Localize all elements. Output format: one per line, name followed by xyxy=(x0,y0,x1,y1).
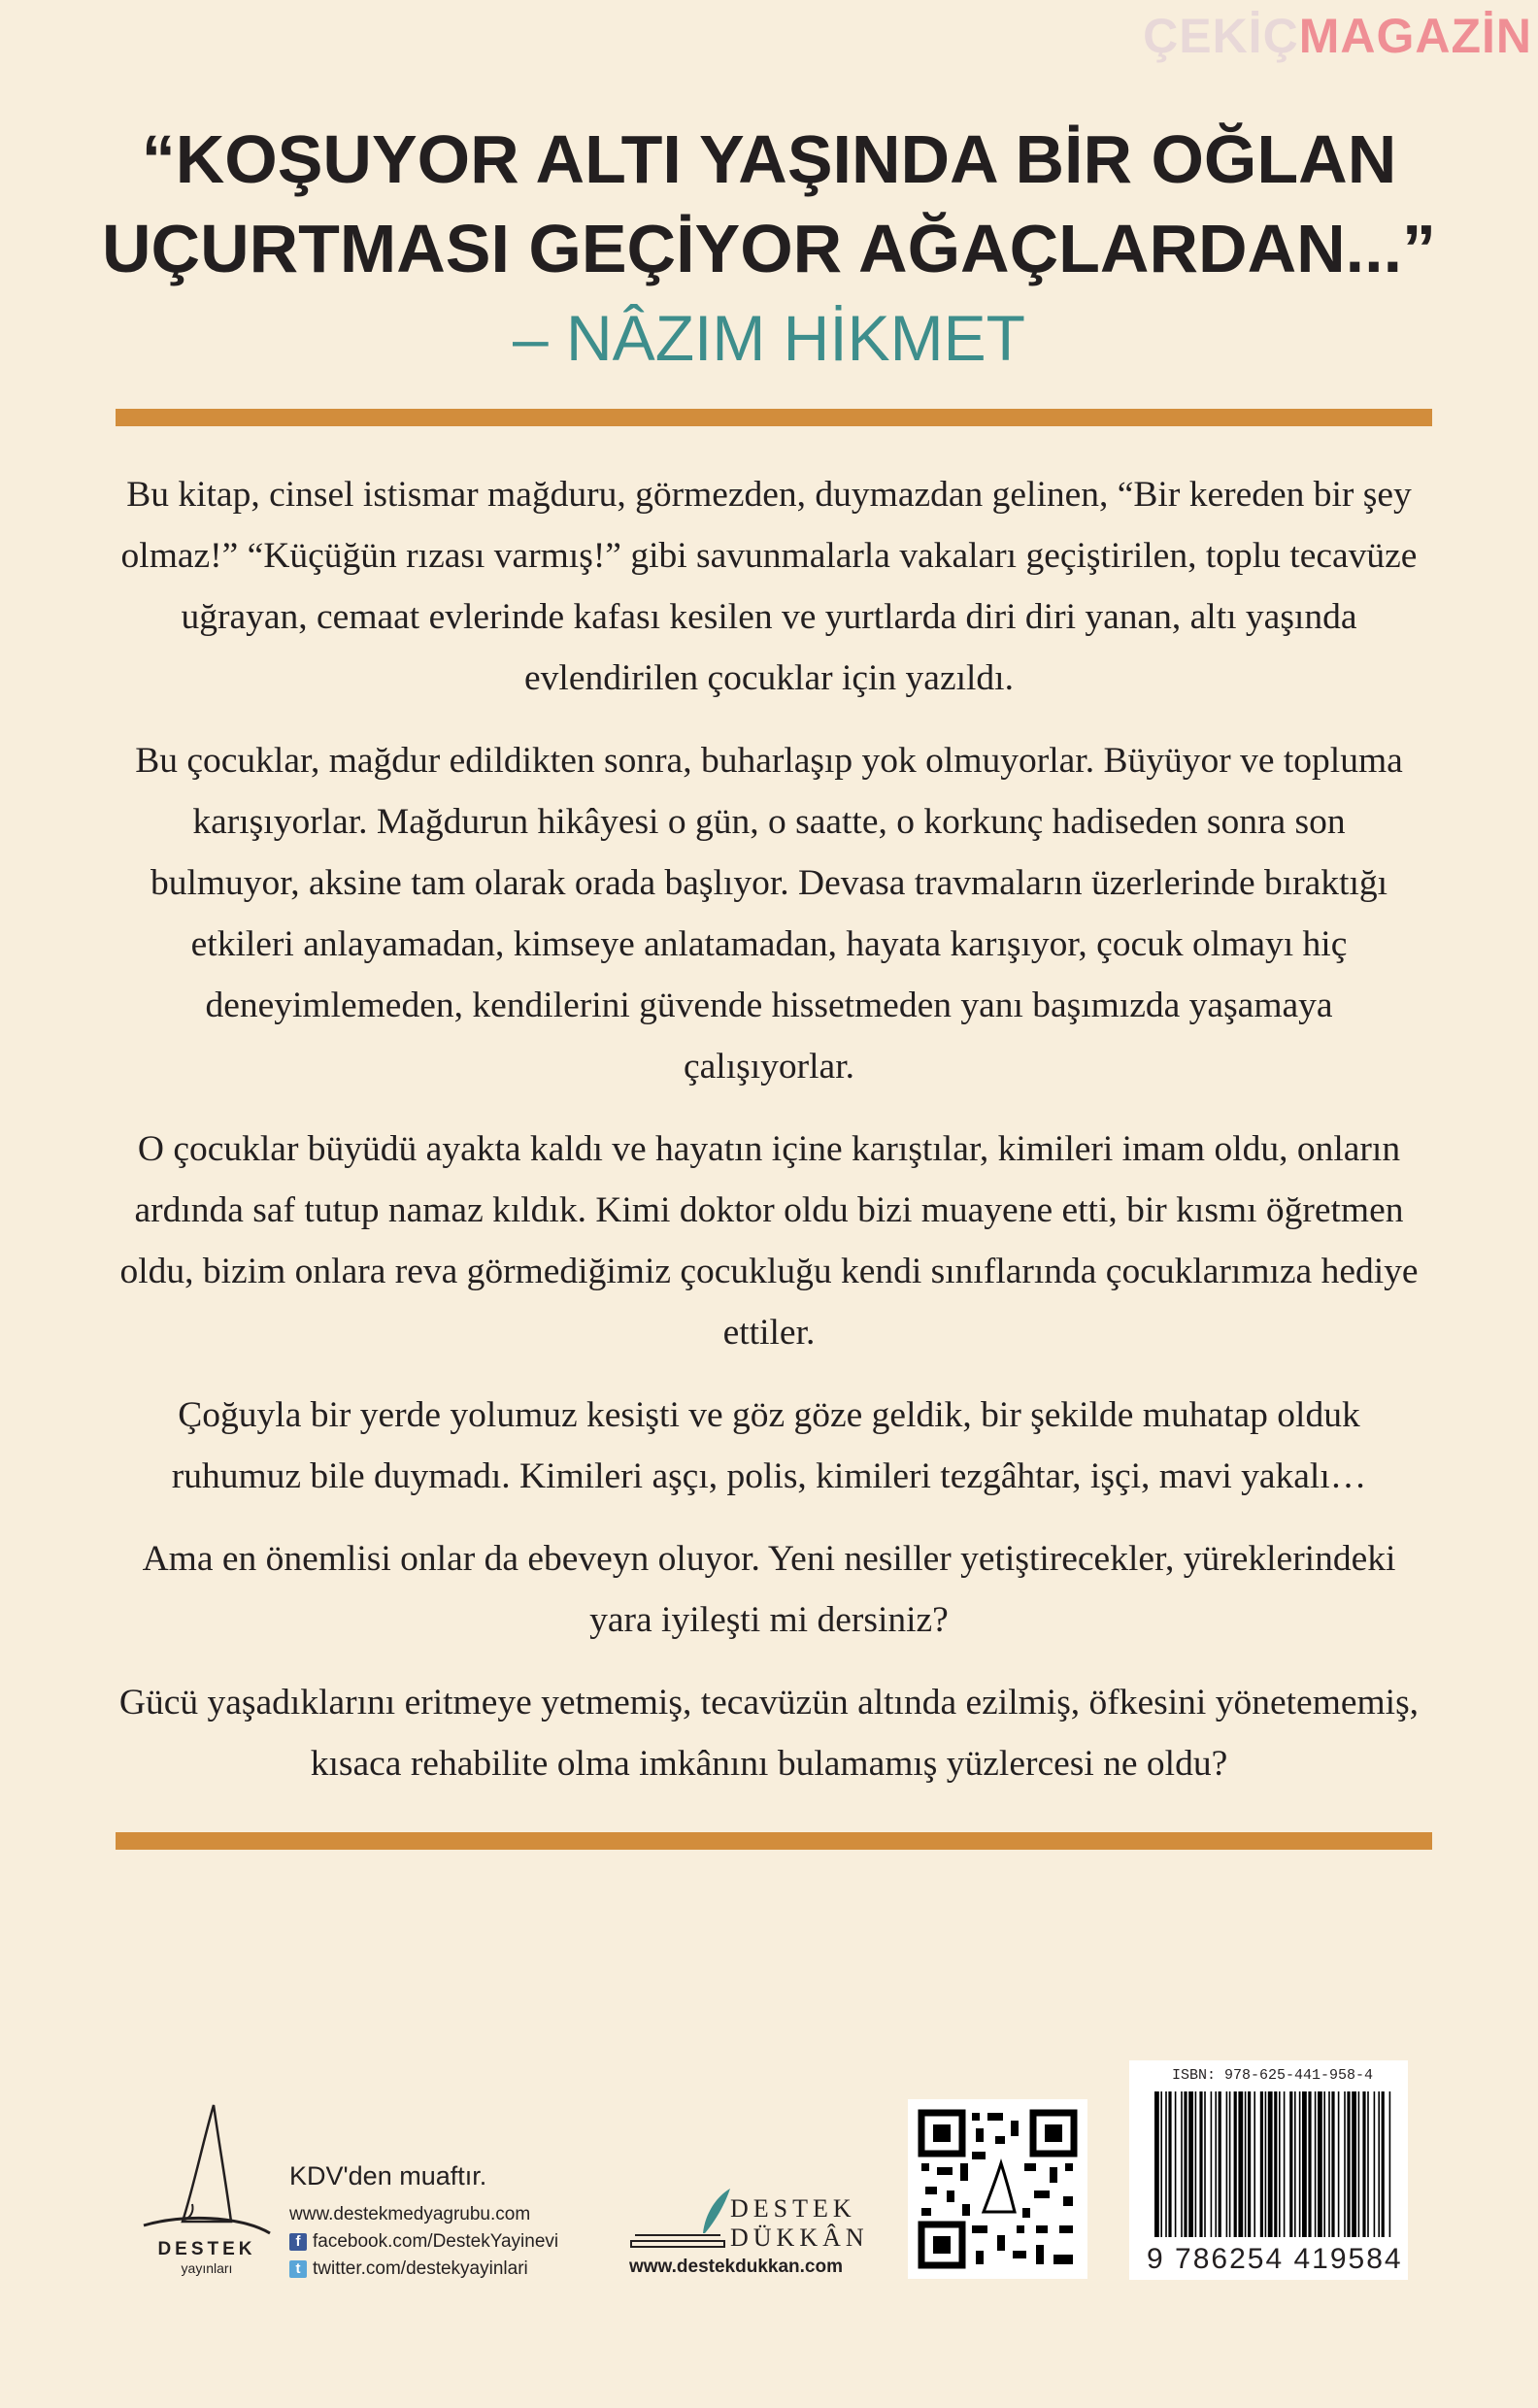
barcode-bar xyxy=(1284,2091,1286,2237)
paragraph-5: Ama en önemlisi onlar da ebeveyn oluyor. Yeni nesiller yetiştirecekler, yüreklerindeki yara iyileşti mi dersiniz? xyxy=(142,1539,1396,1640)
barcode-bar xyxy=(1315,2091,1317,2237)
barcode-bar xyxy=(1268,2091,1273,2237)
barcode-bar xyxy=(1302,2091,1307,2237)
twitter-link[interactable] xyxy=(289,2256,558,2283)
barcode-bar xyxy=(1382,2091,1385,2237)
headline-attribution: – NÂZIM HİKMET xyxy=(512,302,1026,374)
barcode-bar xyxy=(1344,2091,1346,2237)
barcode-bar xyxy=(1199,2091,1202,2237)
barcode-bar xyxy=(1254,2091,1255,2237)
barcode-bar xyxy=(1238,2091,1243,2237)
barcode-bar xyxy=(1338,2091,1340,2237)
watermark xyxy=(1143,8,1532,64)
twitter-icon: t xyxy=(289,2260,307,2278)
barcode-bar xyxy=(1331,2091,1334,2237)
headline-line1: “KOŞUYOR ALTI YAŞINDA BİR OĞLAN xyxy=(141,121,1397,197)
barcode-bar xyxy=(1265,2091,1267,2237)
barcode-bar xyxy=(1374,2091,1376,2237)
facebook-icon: f xyxy=(289,2233,307,2251)
barcode-bar xyxy=(1168,2091,1171,2237)
barcode-bar xyxy=(1184,2091,1187,2237)
qr-code[interactable] xyxy=(908,2099,1087,2279)
barcode-bar xyxy=(1175,2091,1177,2237)
publisher-contact xyxy=(289,2161,558,2283)
paragraph-2: Bu çocuklar, mağdur edildikten sonra, buharlaşıp yok olmuyorlar. Büyüyor ve topluma karışıyorlar. Mağdurun hikâyesi o gün, o saatte, o korkunç hadiseden sonra son bulmuyor, aksine tam olarak orada başlıyor. Devasa travmaların üzerlerinde bıraktığı etkileri anlayamadan, kimseye anlatamadan, hayata karışıyor, çocuk olmayı hiç deneyimlemeden, kendilerini güvende hissetmeden yanı başımızda yaşamaya çalışıyorlar. xyxy=(135,741,1403,1087)
barcode-bar xyxy=(1165,2091,1167,2237)
sailboat-icon xyxy=(134,2097,280,2243)
barcode-bar xyxy=(1389,2091,1391,2237)
barcode-bar xyxy=(1318,2091,1322,2237)
blurb xyxy=(117,464,1421,1816)
barcode-bar xyxy=(1358,2091,1360,2237)
destek-logo-sub: yayınları xyxy=(181,2260,233,2276)
barcode-bar xyxy=(1289,2091,1292,2237)
barcode-bar xyxy=(1328,2091,1330,2237)
barcode-bar xyxy=(1260,2091,1263,2237)
watermark-part1: ÇEKİÇ xyxy=(1143,9,1299,63)
barcode-bar xyxy=(1362,2091,1365,2237)
dukkan-line2: DÜKKÂN xyxy=(730,2224,869,2252)
isbn-barcode xyxy=(1129,2060,1408,2280)
headline-quote xyxy=(0,115,1538,383)
barcode-bar xyxy=(1367,2091,1369,2237)
isbn-label: ISBN: 978-625-441-958-4 xyxy=(1172,2067,1374,2084)
barcode-bar xyxy=(1219,2091,1221,2237)
barcode-bar xyxy=(1274,2091,1277,2237)
qr-code-icon xyxy=(908,2099,1087,2279)
top-divider xyxy=(116,409,1432,426)
barcode-bar xyxy=(1352,2091,1356,2237)
watermark-part2: MAGAZİN xyxy=(1298,9,1532,63)
website-text: www.destekmedyagrubu.com xyxy=(289,2204,531,2224)
barcode-bar xyxy=(1188,2091,1193,2237)
destek-dukkan-logo xyxy=(627,2185,869,2291)
barcode-bar xyxy=(1204,2091,1206,2237)
barcode-bar xyxy=(1299,2091,1301,2237)
barcode-bar xyxy=(1347,2091,1350,2237)
barcode-bar xyxy=(1226,2091,1228,2237)
paragraph-4: Çoğuyla bir yerde yolumuz kesişti ve göz göze geldik, bir şekilde muhatap olduk ruhumuz bile duymadı. Kimileri aşçı, polis, kimileri tezgâhtar, işçi, mavi yakalı… xyxy=(171,1395,1367,1496)
barcode-bar xyxy=(1211,2091,1213,2237)
vat-exempt-note: KDV'den muaftır. xyxy=(289,2161,487,2191)
barcode-bar xyxy=(1378,2091,1380,2237)
twitter-text: twitter.com/destekyayinlari xyxy=(313,2258,528,2279)
barcode-bar xyxy=(1160,2091,1162,2237)
barcode-bar xyxy=(1229,2091,1231,2237)
barcode-bar xyxy=(1323,2091,1325,2237)
barcode-bar xyxy=(1234,2091,1237,2237)
barcode-bar xyxy=(1248,2091,1251,2237)
barcode-bar xyxy=(1181,2091,1183,2237)
dukkan-line1: DESTEK xyxy=(730,2194,856,2223)
paragraph-6: Gücü yaşadıklarını eritmeye yetmemiş, tecavüzün altında ezilmiş, öfkesini yönetememiş, kısaca rehabilite olma imkânını bulamamış yüzlercesi ne oldu? xyxy=(118,1683,1420,1784)
facebook-link[interactable] xyxy=(289,2228,558,2256)
barcode-bar xyxy=(1308,2091,1311,2237)
barcode-bar xyxy=(1154,2091,1159,2237)
paragraph-3: O çocuklar büyüdü ayakta kaldı ve hayatın içine karıştılar, kimileri imam oldu, onların ardında saf tutup namaz kıldık. Kimi doktor oldu bizi muayene etti, bir kısmı öğretmen oldu, bizim onlara reva görmediğimiz çocukluğu kendi sınıflarında çocuklarımıza hediye ettiler. xyxy=(119,1129,1419,1353)
barcode-bar xyxy=(1279,2091,1281,2237)
paragraph-1: Bu kitap, cinsel istismar mağduru, görmezden, duymazdan gelinen, “Bir kereden bir şey olmaz!” “Küçüğün rızası varmış!” gibi savunmalarla vakaları geçiştirilen, toplu tecavüze uğrayan, cemaat evlerinde kafası kesilen ve yurtlarda diri diri yanan, altı yaşında evlendirilen çocuklar için yazıldı. xyxy=(120,475,1418,698)
destek-logo xyxy=(134,2097,280,2282)
bottom-divider xyxy=(116,1832,1432,1850)
website-link[interactable] xyxy=(289,2201,558,2228)
barcode-bar xyxy=(1215,2091,1217,2237)
dukkan-url[interactable]: www.destekdukkan.com xyxy=(629,2257,843,2277)
barcode-bar xyxy=(1294,2091,1296,2237)
barcode-bar xyxy=(1195,2091,1197,2237)
book-quill-icon xyxy=(627,2185,734,2255)
facebook-text: facebook.com/DestekYayinevi xyxy=(313,2231,559,2252)
headline-line2: UÇURTMASI GEÇİYOR AĞAÇLARDAN...” xyxy=(101,211,1437,286)
isbn-digits: 9 786254 419584 xyxy=(1147,2243,1403,2275)
destek-logo-name: DESTEK xyxy=(157,2239,256,2259)
barcode-bar xyxy=(1245,2091,1247,2237)
